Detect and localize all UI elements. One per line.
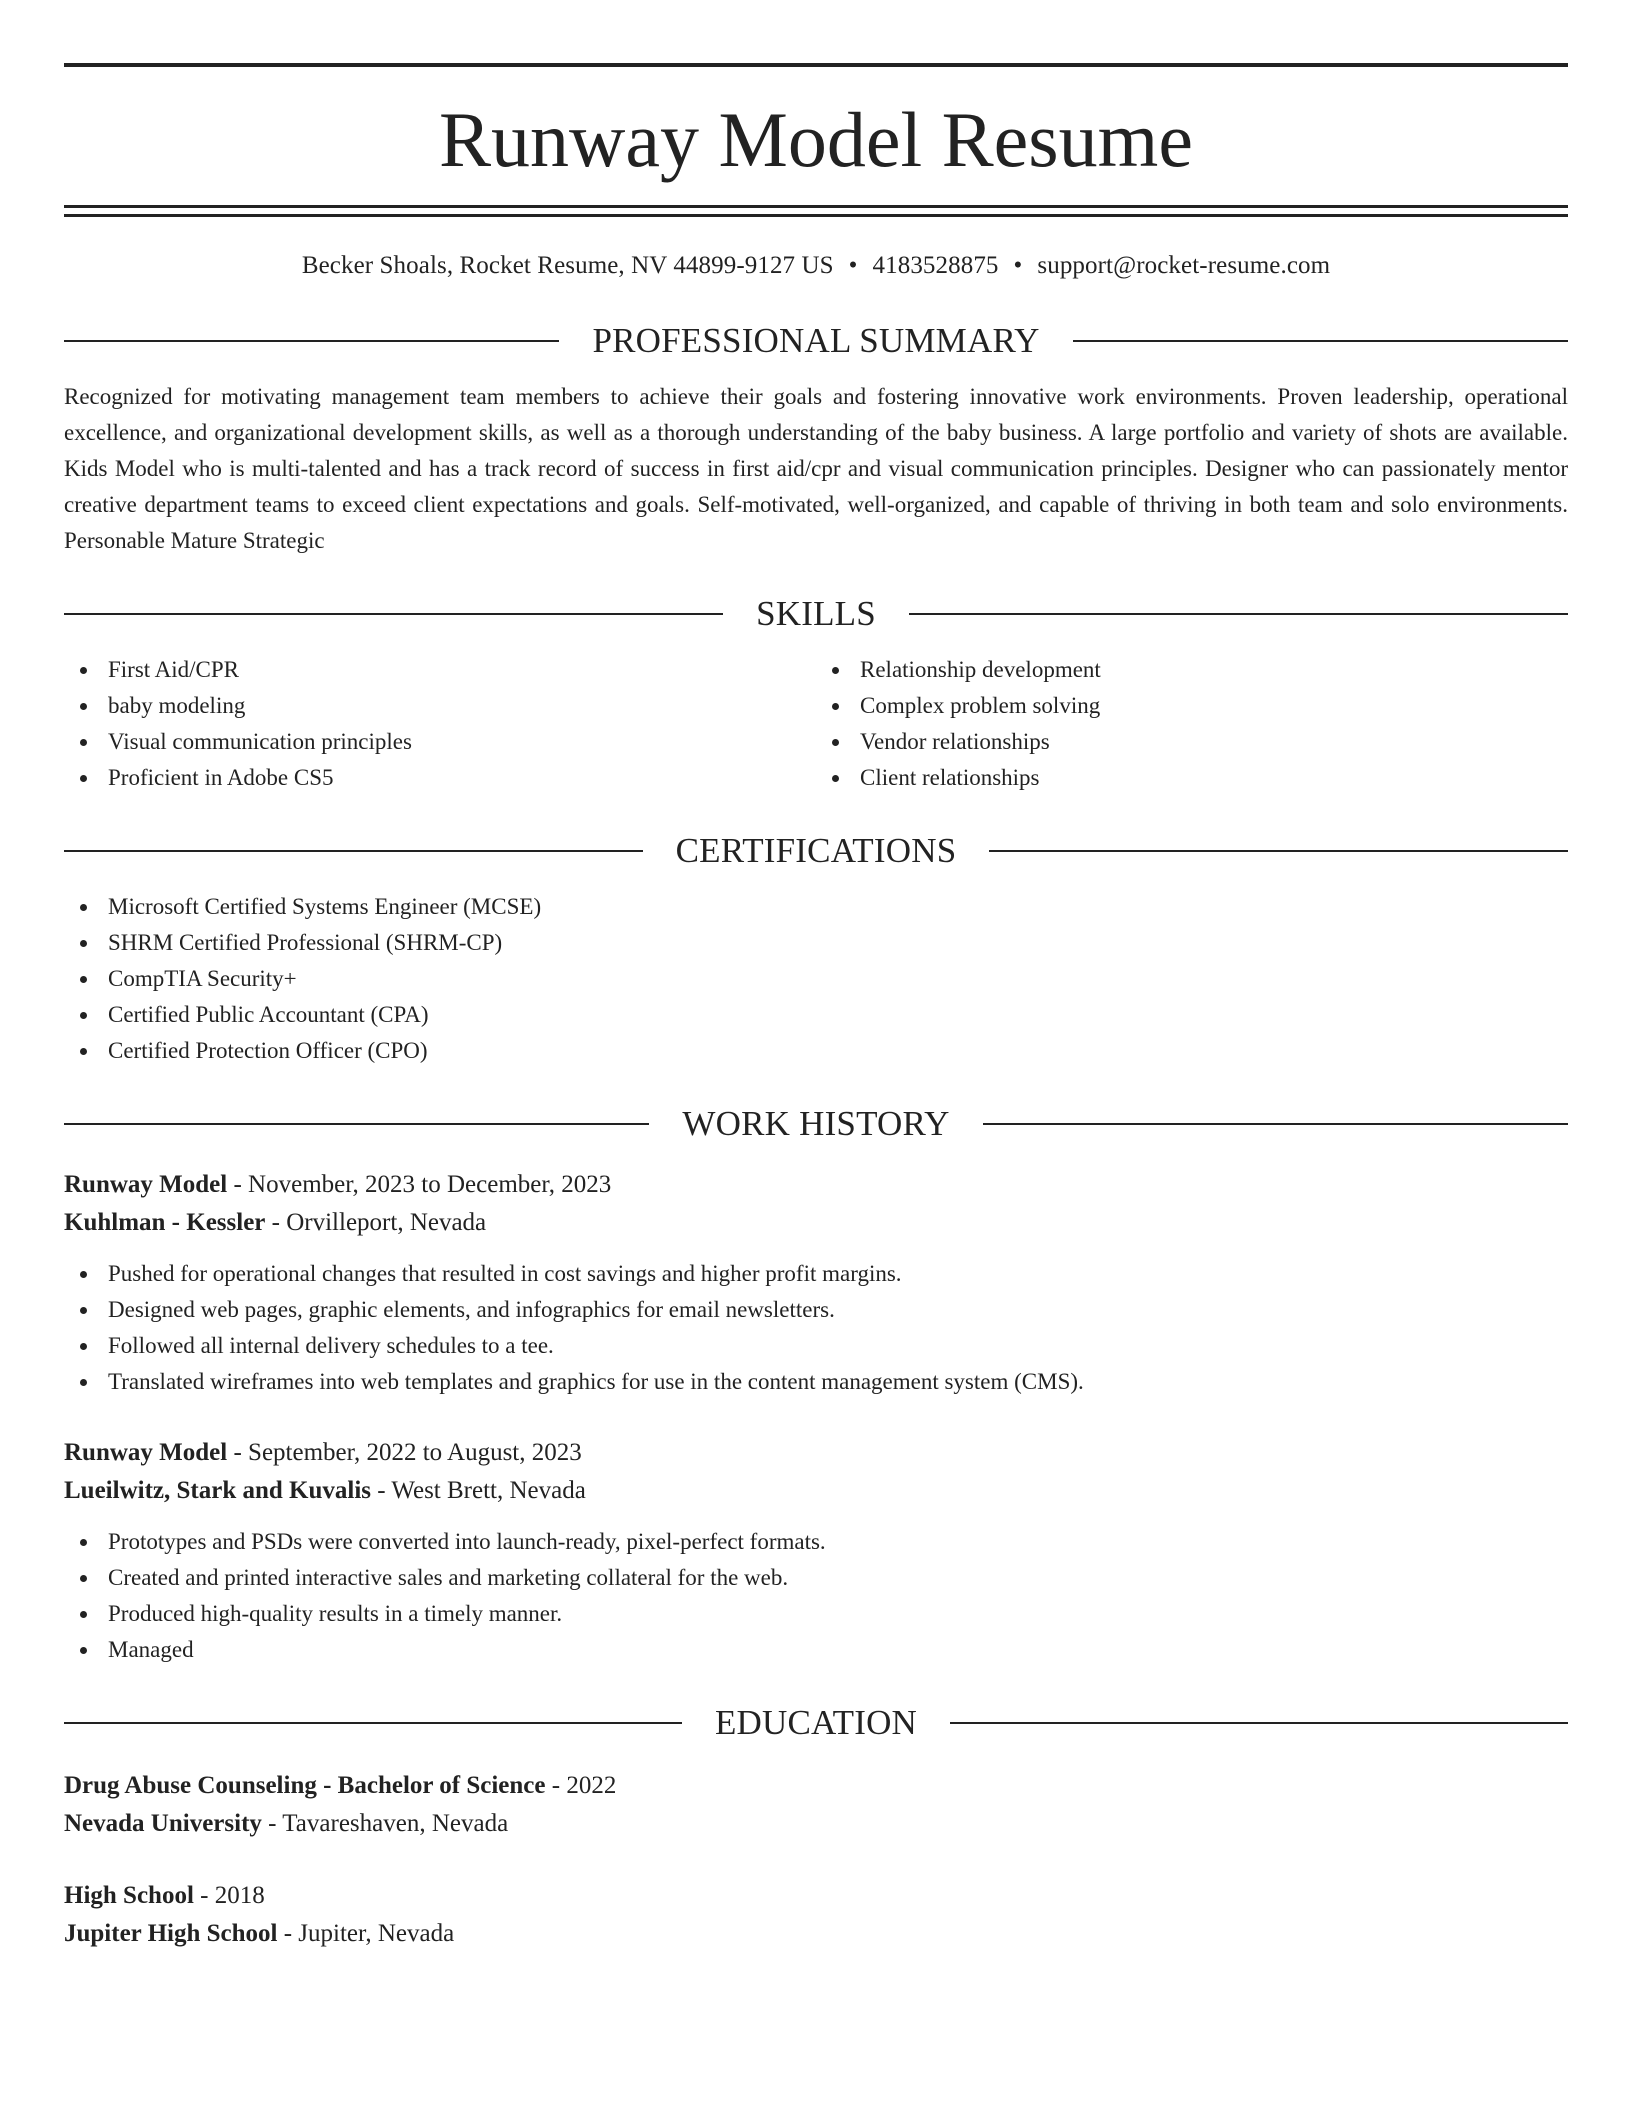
education-heading [64,1701,1568,1745]
education-school: Jupiter High School [64,1920,278,1947]
skills-list-left [64,652,816,796]
certification-item: Microsoft Certified Systems Engineer (MCSE) [64,889,1568,925]
job-bullet: Managed [64,1632,1568,1668]
education-entry [64,1877,1568,1953]
job-bullets [64,1524,1568,1668]
certifications-list [64,889,1568,1069]
heading-rule-right [950,1722,1568,1724]
certification-item: SHRM Certified Professional (SHRM-CP) [64,925,1568,961]
job-dates: - November, 2023 to December, 2023 [227,1171,612,1198]
skill-item: baby modeling [64,688,816,724]
certification-item: Certified Public Accountant (CPA) [64,997,1568,1033]
skill-item: First Aid/CPR [64,652,816,688]
education-location: - Jupiter, Nevada [277,1920,455,1947]
certifications-title: CERTIFICATIONS [675,831,957,870]
skills-title: SKILLS [756,594,876,633]
title-double-rule [64,205,1568,217]
skills-heading [64,592,1568,636]
job-dates: - September, 2022 to August, 2023 [227,1439,582,1466]
contact-separator: • [1013,252,1023,279]
job-company-line [64,1472,1568,1510]
skill-item: Visual communication principles [64,724,816,760]
contact-line [64,252,1568,286]
contact-email: support@rocket-resume.com [1037,252,1331,279]
education-school-line [64,1805,1568,1843]
job-company: Kuhlman - Kessler [64,1209,266,1236]
job-bullets [64,1256,1568,1400]
skill-item: Vendor relationships [816,724,1568,760]
job-bullet: Translated wireframes into web templates and graphics for use in the content management system (CMS). [64,1364,1568,1400]
job-bullet: Followed all internal delivery schedules to a tee. [64,1328,1568,1364]
job-bullet: Prototypes and PSDs were converted into launch-ready, pixel-perfect formats. [64,1524,1568,1560]
work-heading [64,1102,1568,1146]
certifications-heading [64,829,1568,873]
contact-address: Becker Shoals, Rocket Resume, NV 44899-9127 US [301,252,834,279]
job-bullet: Pushed for operational changes that resulted in cost savings and higher profit margins. [64,1256,1568,1292]
work-title: WORK HISTORY [682,1104,950,1143]
education-year: - 2022 [545,1772,617,1799]
education-title: EDUCATION [714,1703,918,1742]
skills-grid [64,652,1568,796]
skill-item: Proficient in Adobe CS5 [64,760,816,796]
contact-separator: • [848,252,858,279]
heading-rule-right [1073,340,1568,342]
heading-rule-left [64,1123,649,1125]
education-degree: High School [64,1882,194,1909]
job-title-line [64,1434,1568,1472]
job-entry [64,1166,1568,1400]
job-bullet: Created and printed interactive sales and marketing collateral for the web. [64,1560,1568,1596]
education-entry [64,1767,1568,1843]
education-degree-line [64,1877,1568,1915]
summary-text: Recognized for motivating management team members to achieve their goals and fostering innovative work environments. Proven leadership, operational excellence, and organizational development skills, as well as a thorough understanding of the baby business. A large portfolio and variety of shots are available. Kids Model who is multi-talented and has a track record of success in first aid/cpr and visual communication principles. Designer who can passionately mentor creative department teams to exceed client expectations and goals. Self-motivated, well-organized, and capable of thriving in both team and solo environments. Personable Mature Strategic [64,384,1568,553]
job-location: - Orvilleport, Nevada [265,1209,487,1236]
certification-item: Certified Protection Officer (CPO) [64,1033,1568,1069]
education-year: - 2018 [193,1882,265,1909]
education-degree: Drug Abuse Counseling - Bachelor of Science [64,1772,546,1799]
heading-rule-left [64,340,559,342]
skill-item: Complex problem solving [816,688,1568,724]
resume-title: Runway Model Resume [439,96,1193,183]
heading-rule-right [983,1123,1568,1125]
job-title: Runway Model [64,1439,228,1466]
education-school-line [64,1915,1568,1953]
summary-title: PROFESSIONAL SUMMARY [592,321,1040,360]
education-degree-line [64,1767,1568,1805]
job-bullet: Produced high-quality results in a timely manner. [64,1596,1568,1632]
summary-heading [64,319,1568,363]
heading-rule-right [989,850,1568,852]
top-rule [64,63,1568,67]
job-company: Lueilwitz, Stark and Kuvalis [64,1477,371,1504]
job-location: - West Brett, Nevada [371,1477,586,1504]
contact-phone: 4183528875 [872,252,999,279]
skills-list-right [816,652,1568,796]
heading-rule-left [64,1722,682,1724]
job-bullet: Designed web pages, graphic elements, and infographics for email newsletters. [64,1292,1568,1328]
job-title-line [64,1166,1568,1204]
skill-item: Client relationships [816,760,1568,796]
heading-rule-left [64,850,643,852]
job-title: Runway Model [64,1171,228,1198]
skill-item: Relationship development [816,652,1568,688]
job-company-line [64,1204,1568,1242]
heading-rule-right [909,613,1568,615]
heading-rule-left [64,613,723,615]
education-location: - Tavareshaven, Nevada [261,1810,509,1837]
job-entry [64,1434,1568,1668]
certification-item: CompTIA Security+ [64,961,1568,997]
education-school: Nevada University [64,1810,262,1837]
